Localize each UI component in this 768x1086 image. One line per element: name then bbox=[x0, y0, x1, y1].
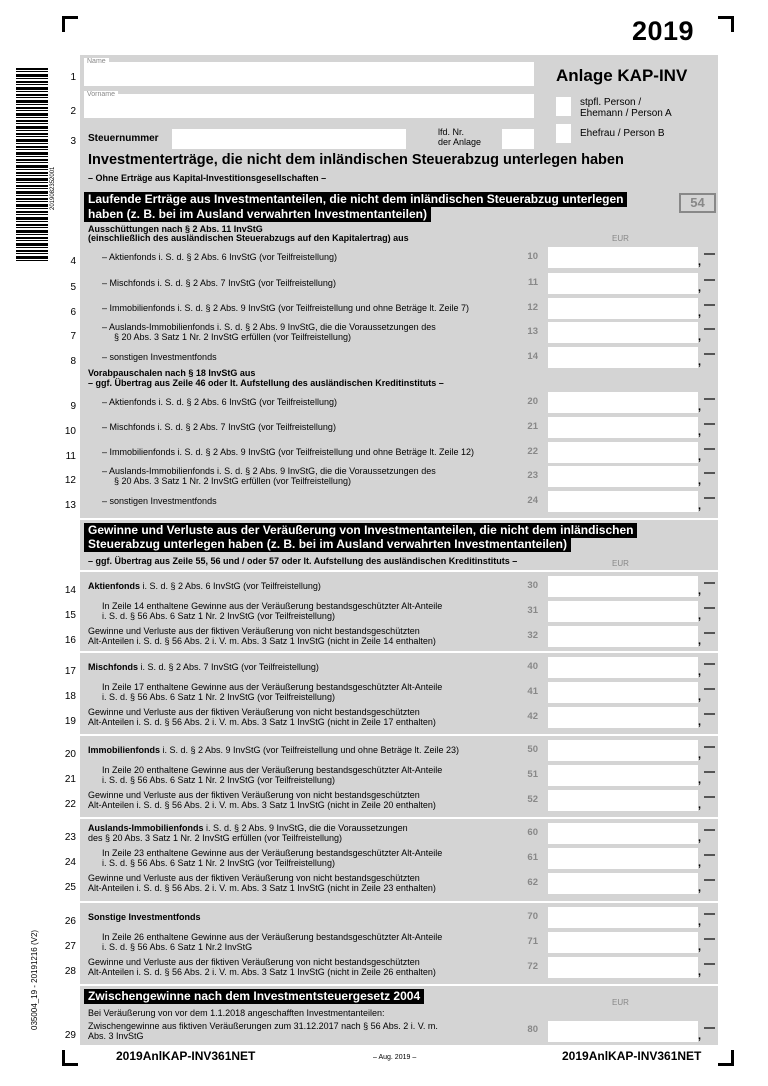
line-code: 61 bbox=[527, 852, 538, 863]
row-text: – Aktienfonds i. S. d. § 2 Abs. 6 InvStG (vor Teilfreistellung) bbox=[102, 252, 337, 262]
row-number: 12 bbox=[64, 475, 76, 486]
line-code: 50 bbox=[527, 744, 538, 755]
row-text-line1: In Zeile 14 enthaltene Gewinne aus der Veräußerung bestandsgeschützter Alt-Anteile bbox=[102, 601, 443, 611]
row-number: 13 bbox=[64, 500, 76, 511]
cents-dash bbox=[704, 854, 715, 856]
section-separator bbox=[80, 518, 718, 520]
eur-label: EUR bbox=[612, 234, 629, 243]
cents-dash bbox=[704, 963, 715, 965]
decimal-comma: , bbox=[698, 635, 702, 647]
corner-mark-top-right bbox=[718, 16, 734, 32]
fund-type-description: i. S. d. § 2 Abs. 7 InvStG (vor Teilfreistellung) bbox=[138, 662, 319, 672]
line-code: 21 bbox=[527, 421, 538, 432]
fund-type-description: i. S. d. § 2 Abs. 9 InvStG (vor Teilfreistellung und ohne Beträge lt. Zeile 23) bbox=[160, 745, 459, 755]
row-text-line1: Gewinne und Verluste aus der fiktiven Veräußerung von nicht bestandsgeschützten bbox=[88, 707, 420, 717]
row-text-line2: Alt-Anteilen i. S. d. § 56 Abs. 2 i. V. m. Abs. 3 Satz 1 InvStG (nicht in Zeile 14 enthalten) bbox=[88, 636, 436, 646]
amount-field-72[interactable] bbox=[548, 957, 698, 978]
section3-heading: Zwischengewinne nach dem Investmentsteuergesetz 2004 bbox=[84, 989, 424, 1004]
decimal-comma: , bbox=[698, 857, 702, 869]
line-code: 32 bbox=[527, 630, 538, 641]
row-text-line1: Gewinne und Verluste aus der fiktiven Veräußerung von nicht bestandsgeschützten bbox=[88, 957, 420, 967]
line-code: 72 bbox=[527, 961, 538, 972]
row-number: 9 bbox=[70, 401, 76, 412]
amount-field-22[interactable] bbox=[548, 442, 698, 463]
decimal-comma: , bbox=[698, 610, 702, 622]
amount-field-70[interactable] bbox=[548, 907, 698, 928]
eur-label: EUR bbox=[612, 998, 629, 1007]
row-number: 15 bbox=[64, 610, 76, 621]
row-text-line1: In Zeile 23 enthaltene Gewinne aus der Veräußerung bestandsgeschützter Alt-Anteile bbox=[102, 848, 443, 858]
person-b-label: Ehefrau / Person B bbox=[580, 128, 665, 139]
cents-dash bbox=[704, 913, 715, 915]
row-text-line1: – Auslands-Immobilienfonds i. S. d. § 2 Abs. 9 InvStG, die die Voraussetzungen des bbox=[102, 466, 436, 476]
prepayment-heading-line2: – ggf. Übertrag aus Zeile 46 oder lt. Aufstellung des ausländischen Kreditinstituts – bbox=[88, 378, 444, 388]
row-text: – Mischfonds i. S. d. § 2 Abs. 7 InvStG (vor Teilfreistellung) bbox=[102, 278, 336, 288]
cents-dash bbox=[704, 304, 715, 306]
amount-field-10[interactable] bbox=[548, 247, 698, 268]
amount-field-71[interactable] bbox=[548, 932, 698, 953]
line-code: 41 bbox=[527, 686, 538, 697]
footer-form-id-left: 2019AnlKAP-INV361NET bbox=[116, 1049, 256, 1063]
row-number: 6 bbox=[70, 307, 76, 318]
vorname-field[interactable] bbox=[84, 94, 534, 118]
amount-field-51[interactable] bbox=[548, 765, 698, 786]
form-year: 2019 bbox=[632, 16, 695, 46]
line-code: 30 bbox=[527, 580, 538, 591]
cents-dash bbox=[704, 398, 715, 400]
group-separator bbox=[80, 817, 718, 819]
side-form-code: 035004_19 - 20191216 (V2) bbox=[30, 929, 39, 1030]
cents-dash bbox=[704, 796, 715, 798]
fund-type-label: Mischfonds bbox=[88, 662, 139, 672]
cents-dash bbox=[704, 253, 715, 255]
decimal-comma: , bbox=[698, 666, 702, 678]
row-text-line1: Gewinne und Verluste aus der fiktiven Veräußerung von nicht bestandsgeschützten bbox=[88, 790, 420, 800]
section2-heading-line2: Steuerabzug unterlegen haben (z. B. bei im Ausland verwahrten Investmentanteilen) bbox=[84, 537, 571, 552]
person-a-label-line2: Ehemann / Person A bbox=[580, 108, 672, 119]
line-code: 31 bbox=[527, 605, 538, 616]
row-number: 4 bbox=[70, 256, 76, 267]
steuernummer-label: Steuernummer bbox=[88, 133, 159, 144]
distributions-heading-line1: Ausschüttungen nach § 2 Abs. 11 InvStG bbox=[88, 224, 263, 234]
amount-field-62[interactable] bbox=[548, 873, 698, 894]
form-subtitle: – Ohne Erträge aus Kapital-Investitionsgesellschaften – bbox=[88, 173, 327, 183]
line-code: 13 bbox=[527, 326, 538, 337]
amount-field-20[interactable] bbox=[548, 392, 698, 413]
cents-dash bbox=[704, 663, 715, 665]
row-text-line1: Gewinne und Verluste aus der fiktiven Veräußerung von nicht bestandsgeschützten bbox=[88, 873, 420, 883]
line-code: 23 bbox=[527, 470, 538, 481]
row-text-line2: Alt-Anteilen i. S. d. § 56 Abs. 2 i. V. m. Abs. 3 Satz 1 InvStG (nicht in Zeile 23 enthalten) bbox=[88, 883, 436, 893]
name-label: Name bbox=[84, 58, 109, 65]
amount-field-13[interactable] bbox=[548, 322, 698, 343]
footer-date: – Aug. 2019 – bbox=[373, 1054, 417, 1061]
barcode-number: 2019082352001 bbox=[50, 166, 56, 210]
person-b-checkbox[interactable] bbox=[556, 124, 571, 143]
cents-dash bbox=[704, 472, 715, 474]
decimal-comma: , bbox=[698, 475, 702, 487]
corner-mark-top-left bbox=[62, 16, 78, 32]
row-number: 20 bbox=[64, 749, 76, 760]
row-number: 19 bbox=[64, 716, 76, 727]
amount-field-80[interactable] bbox=[548, 1021, 698, 1042]
section1-heading-line2: haben (z. B. bei im Ausland verwahrten Investmentanteilen) bbox=[84, 207, 431, 222]
line-code: 51 bbox=[527, 769, 538, 780]
barcode bbox=[16, 68, 48, 262]
group-title bbox=[88, 823, 408, 833]
cents-dash bbox=[704, 423, 715, 425]
decimal-comma: , bbox=[698, 749, 702, 761]
amount-field-12[interactable] bbox=[548, 298, 698, 319]
amount-field-42[interactable] bbox=[548, 707, 698, 728]
amount-field-11[interactable] bbox=[548, 273, 698, 294]
cents-dash bbox=[704, 279, 715, 281]
line-code: 20 bbox=[527, 396, 538, 407]
row-number: 3 bbox=[70, 136, 76, 147]
person-a-label-line1: stpfl. Person / bbox=[580, 97, 642, 108]
decimal-comma: , bbox=[698, 941, 702, 953]
row-number: 5 bbox=[70, 282, 76, 293]
amount-field-21[interactable] bbox=[548, 417, 698, 438]
row-text: – Immobilienfonds i. S. d. § 2 Abs. 9 InvStG (vor Teilfreistellung und ohne Beträge lt. Zeile 7) bbox=[102, 303, 470, 313]
line-code: 22 bbox=[527, 446, 538, 457]
row-number: 21 bbox=[64, 774, 76, 785]
row-text-line2: Alt-Anteilen i. S. d. § 56 Abs. 2 i. V. m. Abs. 3 Satz 1 InvStG (nicht in Zeile 17 enthalten) bbox=[88, 717, 436, 727]
decimal-comma: , bbox=[698, 307, 702, 319]
decimal-comma: , bbox=[698, 1030, 702, 1042]
row-text-line2: i. S. d. § 56 Abs. 6 Satz 1 Nr. 2 InvStG (vor Teilfreistellung) bbox=[102, 775, 335, 785]
row-number: 28 bbox=[64, 966, 76, 977]
row-text-line2: Alt-Anteilen i. S. d. § 56 Abs. 2 i. V. m. Abs. 3 Satz 1 InvStG (nicht in Zeile 26 enthalten) bbox=[88, 967, 436, 977]
row-number: 7 bbox=[70, 331, 76, 342]
cents-dash bbox=[704, 328, 715, 330]
decimal-comma: , bbox=[698, 451, 702, 463]
row-text: – sonstigen Investmentfonds bbox=[102, 496, 217, 506]
amount-field-32[interactable] bbox=[548, 626, 698, 647]
amount-field-61[interactable] bbox=[548, 848, 698, 869]
decimal-comma: , bbox=[698, 585, 702, 597]
decimal-comma: , bbox=[698, 282, 702, 294]
decimal-comma: , bbox=[698, 799, 702, 811]
row-number: 18 bbox=[64, 691, 76, 702]
amount-field-40[interactable] bbox=[548, 657, 698, 678]
section1-heading-line1: Laufende Erträge aus Investmentanteilen, die nicht dem inländischen Steuerabzug unterlegen bbox=[84, 192, 627, 207]
line-code: 70 bbox=[527, 911, 538, 922]
row-text-line2: i. S. d. § 56 Abs. 6 Satz 1 Nr. 2 InvStG (vor Teilfreistellung) bbox=[102, 692, 335, 702]
name-field[interactable] bbox=[84, 62, 534, 86]
cents-dash bbox=[704, 632, 715, 634]
line-code: 24 bbox=[527, 495, 538, 506]
row-29-text-line1: Zwischengewinne aus fiktiven Veräußerungen zum 31.12.2017 nach § 56 Abs. 2 i. V. m. bbox=[88, 1021, 438, 1031]
fund-type-description: i. S. d. § 2 Abs. 9 InvStG, die die Voraussetzungen bbox=[203, 823, 408, 833]
row-text-line1: Gewinne und Verluste aus der fiktiven Veräußerung von nicht bestandsgeschützten bbox=[88, 626, 420, 636]
amount-field-24[interactable] bbox=[548, 491, 698, 512]
amount-field-14[interactable] bbox=[548, 347, 698, 368]
line-code: 11 bbox=[527, 277, 538, 288]
section3-intro: Bei Veräußerung von vor dem 1.1.2018 angeschafften Investmentanteilen: bbox=[88, 1008, 385, 1018]
row-text: – sonstigen Investmentfonds bbox=[102, 352, 217, 362]
decimal-comma: , bbox=[698, 426, 702, 438]
lfd-nr-label bbox=[438, 127, 481, 147]
person-a-checkbox[interactable] bbox=[556, 97, 571, 116]
distributions-heading-line2: (einschließlich des ausländischen Steuerabzugs auf den Kapitalertrag) aus bbox=[88, 233, 409, 243]
row-text-line2: i. S. d. § 56 Abs. 6 Satz 1 Nr. 2 InvStG (vor Teilfreistellung) bbox=[102, 611, 335, 621]
decimal-comma: , bbox=[698, 916, 702, 928]
row-text: – Aktienfonds i. S. d. § 2 Abs. 6 InvStG (vor Teilfreistellung) bbox=[102, 397, 337, 407]
footer-form-id-right: 2019AnlKAP-INV361NET bbox=[562, 1049, 702, 1063]
decimal-comma: , bbox=[698, 774, 702, 786]
cents-dash bbox=[704, 879, 715, 881]
person-a-label bbox=[580, 97, 672, 119]
fund-type-description-line2: des § 20 Abs. 3 Satz 1 Nr. 2 InvStG erfüllen (vor Teilfreistellung) bbox=[88, 833, 342, 843]
line-code: 60 bbox=[527, 827, 538, 838]
line-code: 42 bbox=[527, 711, 538, 722]
decimal-comma: , bbox=[698, 716, 702, 728]
cents-dash bbox=[704, 1027, 715, 1029]
cents-dash bbox=[704, 938, 715, 940]
row-number: 1 bbox=[70, 72, 76, 83]
row-number: 17 bbox=[64, 666, 76, 677]
row-text: – Mischfonds i. S. d. § 2 Abs. 7 InvStG (vor Teilfreistellung) bbox=[102, 422, 336, 432]
cents-dash bbox=[704, 713, 715, 715]
fund-type-label: Aktienfonds bbox=[88, 581, 141, 591]
line-code: 52 bbox=[527, 794, 538, 805]
decimal-comma: , bbox=[698, 401, 702, 413]
row-29-text-line2: Abs. 3 InvStG bbox=[88, 1031, 144, 1041]
line-code: 71 bbox=[527, 936, 538, 947]
cents-dash bbox=[704, 353, 715, 355]
section2-heading-line1: Gewinne und Verluste aus der Veräußerung von Investmentanteilen, die nicht dem inländischen bbox=[84, 523, 637, 538]
row-text-line1: In Zeile 17 enthaltene Gewinne aus der Veräußerung bestandsgeschützter Alt-Anteile bbox=[102, 682, 443, 692]
row-number: 16 bbox=[64, 635, 76, 646]
group-title bbox=[88, 662, 319, 672]
row-number: 26 bbox=[64, 916, 76, 927]
cents-dash bbox=[704, 771, 715, 773]
line-code: 10 bbox=[527, 251, 538, 262]
row-text: – Immobilienfonds i. S. d. § 2 Abs. 9 InvStG (vor Teilfreistellung und ohne Beträge lt. Zeile 12) bbox=[102, 447, 475, 457]
row-text-line2: i. S. d. § 56 Abs. 6 Satz 1 Nr. 2 InvStG (vor Teilfreistellung) bbox=[102, 858, 335, 868]
amount-field-23[interactable] bbox=[548, 466, 698, 487]
row-text-line1: – Auslands-Immobilienfonds i. S. d. § 2 Abs. 9 InvStG, die die Voraussetzungen des bbox=[102, 322, 436, 332]
lfd-nr-label-line2: der Anlage bbox=[438, 137, 482, 147]
row-text-line1: In Zeile 26 enthaltene Gewinne aus der Veräußerung bestandsgeschützter Alt-Anteile bbox=[102, 932, 443, 942]
form-name: Anlage KAP-INV bbox=[556, 66, 688, 85]
fund-type-label: Sonstige Investmentfonds bbox=[88, 912, 201, 922]
row-number: 8 bbox=[70, 356, 76, 367]
cents-dash bbox=[704, 448, 715, 450]
row-number: 25 bbox=[64, 882, 76, 893]
line-code: 80 bbox=[527, 1024, 538, 1035]
cents-dash bbox=[704, 582, 715, 584]
decimal-comma: , bbox=[698, 691, 702, 703]
decimal-comma: , bbox=[698, 966, 702, 978]
prepayment-heading-line1: Vorabpauschalen nach § 18 InvStG aus bbox=[88, 368, 256, 378]
row-number: 27 bbox=[64, 941, 76, 952]
cents-dash bbox=[704, 688, 715, 690]
section-separator bbox=[80, 984, 718, 986]
group-separator bbox=[80, 734, 718, 736]
row-number: 23 bbox=[64, 832, 76, 843]
cents-dash bbox=[704, 829, 715, 831]
amount-field-60[interactable] bbox=[548, 823, 698, 844]
fund-type-description: i. S. d. § 2 Abs. 6 InvStG (vor Teilfreistellung) bbox=[140, 581, 321, 591]
corner-mark-bottom-right bbox=[718, 1050, 734, 1066]
eur-label: EUR bbox=[612, 559, 629, 568]
row-number: 24 bbox=[64, 857, 76, 868]
row-number: 2 bbox=[70, 106, 76, 117]
row-text-line2: Alt-Anteilen i. S. d. § 56 Abs. 2 i. V. m. Abs. 3 Satz 1 InvStG (nicht in Zeile 20 enthalten) bbox=[88, 800, 436, 810]
decimal-comma: , bbox=[698, 356, 702, 368]
lfd-nr-label-line1: lfd. Nr. bbox=[438, 127, 465, 137]
corner-mark-bottom-left bbox=[62, 1050, 78, 1066]
decimal-comma: , bbox=[698, 882, 702, 894]
group-separator bbox=[80, 651, 718, 653]
section-code-box: 54 bbox=[679, 193, 716, 213]
cents-dash bbox=[704, 746, 715, 748]
row-number: 29 bbox=[64, 1030, 76, 1041]
decimal-comma: , bbox=[698, 832, 702, 844]
fund-type-label: Immobilienfonds bbox=[88, 745, 160, 755]
decimal-comma: , bbox=[698, 500, 702, 512]
line-code: 12 bbox=[527, 302, 538, 313]
group-title bbox=[88, 745, 459, 755]
decimal-comma: , bbox=[698, 331, 702, 343]
line-code: 14 bbox=[527, 351, 538, 362]
row-text-line2: i. S. d. § 56 Abs. 6 Satz 1 Nr.2 InvStG bbox=[102, 942, 253, 952]
cents-dash bbox=[704, 607, 715, 609]
line-code: 62 bbox=[527, 877, 538, 888]
row-number: 11 bbox=[65, 451, 76, 462]
fund-type-label: Auslands-Immobilienfonds bbox=[88, 823, 204, 833]
row-text-line2: § 20 Abs. 3 Satz 1 Nr. 2 InvStG erfüllen (vor Teilfreistellung) bbox=[114, 476, 351, 486]
decimal-comma: , bbox=[698, 256, 702, 268]
amount-field-50[interactable] bbox=[548, 740, 698, 761]
group-title bbox=[88, 581, 321, 591]
amount-field-30[interactable] bbox=[548, 576, 698, 597]
lfd-nr-field[interactable] bbox=[502, 129, 534, 149]
steuernummer-field[interactable] bbox=[172, 129, 406, 149]
section2-subheading: – ggf. Übertrag aus Zeile 55, 56 und / oder 57 oder lt. Aufstellung des ausländischen Kreditinstituts – bbox=[88, 556, 518, 566]
amount-field-52[interactable] bbox=[548, 790, 698, 811]
row-text-line2: § 20 Abs. 3 Satz 1 Nr. 2 InvStG erfüllen (vor Teilfreistellung) bbox=[114, 332, 351, 342]
vorname-label: Vorname bbox=[84, 91, 118, 98]
group-title bbox=[88, 912, 201, 922]
row-number: 14 bbox=[64, 585, 76, 596]
group-separator bbox=[80, 901, 718, 903]
line-code: 40 bbox=[527, 661, 538, 672]
form-title: Investmenterträge, die nicht dem inländischen Steuerabzug unterlegen haben bbox=[88, 152, 624, 168]
amount-field-31[interactable] bbox=[548, 601, 698, 622]
row-number: 22 bbox=[64, 799, 76, 810]
group-separator bbox=[80, 570, 718, 572]
cents-dash bbox=[704, 497, 715, 499]
row-number: 10 bbox=[64, 426, 76, 437]
row-text-line1: In Zeile 20 enthaltene Gewinne aus der Veräußerung bestandsgeschützter Alt-Anteile bbox=[102, 765, 443, 775]
amount-field-41[interactable] bbox=[548, 682, 698, 703]
